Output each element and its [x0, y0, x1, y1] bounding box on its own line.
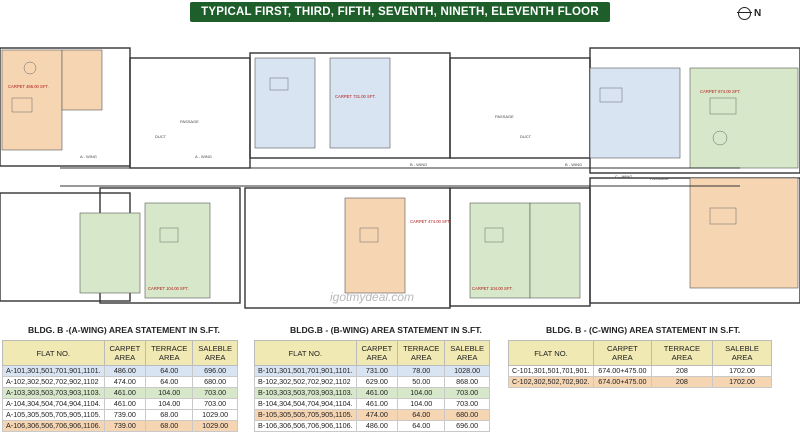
cell-flat-no: B-104,304,504,704,904,1104.	[255, 399, 357, 410]
cell-saleble-area: 703.00	[445, 399, 490, 410]
label-c-wing: C - WING	[615, 174, 633, 179]
cell-flat-no: B-101,301,501,701,901,1101.	[255, 366, 357, 377]
cell-flat-no: A-104,304,504,704,904,1104.	[3, 399, 105, 410]
cell-carpet-area: 486.00	[356, 421, 398, 432]
cell-terrace-area: 64.00	[146, 377, 193, 388]
table-row	[255, 377, 490, 388]
table-c-wing-title: BLDG. B - (C-WING) AREA STATEMENT IN S.FT.	[546, 325, 741, 335]
flat-c102-peach	[690, 178, 798, 288]
north-arrow-icon	[738, 7, 751, 20]
label-carpet-4: CARPET 674.00 SFT.	[700, 89, 741, 94]
cell-carpet-area: 674.00+475.00	[594, 366, 652, 377]
label-duct-1: DUCT	[155, 134, 167, 139]
flat-a103-green	[145, 203, 210, 298]
cell-saleble-area: 680.00	[193, 377, 238, 388]
cell-saleble-area: 1702.00	[713, 366, 772, 377]
label-duct-2: DUCT	[520, 134, 532, 139]
cell-saleble-area: 1029.00	[193, 421, 238, 432]
table-a-wing	[2, 340, 238, 432]
table-row	[255, 421, 490, 432]
floor-plan	[0, 28, 800, 316]
col-saleble-area: SALEBLE AREA	[193, 341, 238, 366]
table-row	[3, 388, 238, 399]
col-flat-no: FLAT NO.	[255, 341, 357, 366]
cell-saleble-area: 703.00	[193, 399, 238, 410]
cell-flat-no: A-101,301,501,701,901,1101.	[3, 366, 105, 377]
cell-saleble-area: 696.00	[445, 421, 490, 432]
cell-flat-no: A-106,306,506,706,906,1106.	[3, 421, 105, 432]
cell-saleble-area: 1028.00	[445, 366, 490, 377]
flat-b104-green	[530, 203, 580, 298]
col-terrace-area: TERRACE AREA	[651, 341, 712, 366]
table-row	[3, 366, 238, 377]
cell-carpet-area: 486.00	[104, 366, 146, 377]
cell-terrace-area: 64.00	[398, 410, 445, 421]
cell-saleble-area: 696.00	[193, 366, 238, 377]
table-a-wing-body	[3, 366, 238, 432]
col-terrace-area: TERRACE AREA	[398, 341, 445, 366]
label-carpet-1: CARPET 486.00 SFT.	[8, 84, 49, 89]
cell-carpet-area: 461.00	[104, 399, 146, 410]
cell-terrace-area: 104.00	[146, 399, 193, 410]
cell-terrace-area: 68.00	[146, 410, 193, 421]
cell-carpet-area: 739.00	[104, 421, 146, 432]
table-b-wing	[254, 340, 490, 432]
cell-terrace-area: 68.00	[146, 421, 193, 432]
cell-terrace-area: 104.00	[398, 399, 445, 410]
cell-saleble-area: 680.00	[445, 410, 490, 421]
table-row	[3, 421, 238, 432]
cell-carpet-area: 629.00	[356, 377, 398, 388]
table-c-wing	[508, 340, 772, 388]
col-carpet-area: CARPET AREA	[594, 341, 652, 366]
floor-plan-drawing	[0, 28, 800, 316]
flat-b103-green	[470, 203, 530, 298]
cell-carpet-area: 731.00	[356, 366, 398, 377]
cell-terrace-area: 78.00	[398, 366, 445, 377]
col-terrace-area: TERRACE AREA	[146, 341, 193, 366]
table-row	[509, 366, 772, 377]
cell-carpet-area: 739.00	[104, 410, 146, 421]
page-title: TYPICAL FIRST, THIRD, FIFTH, SEVENTH, NINETH, ELEVENTH FLOOR PLAN	[190, 2, 610, 22]
label-b-wing-1: B - WING	[410, 162, 428, 167]
table-row	[255, 366, 490, 377]
flat-a105-peach-extra	[62, 50, 102, 110]
label-carpet-6: CARPET 104.00 SFT.	[472, 286, 513, 291]
flat-a104-green	[80, 213, 140, 293]
cell-flat-no: A-105,305,505,705,905,1105.	[3, 410, 105, 421]
cell-flat-no: B-103,303,503,703,903,1103.	[255, 388, 357, 399]
cell-saleble-area: 868.00	[445, 377, 490, 388]
label-passage-2: PASSAGE	[495, 114, 514, 119]
cell-carpet-area: 474.00	[104, 377, 146, 388]
cell-terrace-area: 104.00	[146, 388, 193, 399]
flat-b101-blue	[590, 68, 680, 158]
col-flat-no: FLAT NO.	[509, 341, 594, 366]
table-row	[255, 399, 490, 410]
a-wing-top-mid-block	[130, 58, 250, 168]
label-a-wing-1: A - WING	[80, 154, 97, 159]
flat-b106-blue	[330, 58, 390, 148]
cell-terrace-area: 208	[651, 366, 712, 377]
cell-carpet-area: 674.00+475.00	[594, 377, 652, 388]
north-label: N	[754, 8, 762, 19]
label-passage-1: PASSAGE	[180, 119, 199, 124]
table-row	[255, 388, 490, 399]
label-carpet-5: CARPET 104.00 SFT.	[148, 286, 189, 291]
cell-carpet-area: 461.00	[104, 388, 146, 399]
table-c-wing-body	[509, 366, 772, 388]
cell-flat-no: A-103,303,503,703,903,1103.	[3, 388, 105, 399]
cell-flat-no: B-105,305,505,705,905,1105.	[255, 410, 357, 421]
label-a-wing-2: A - WING	[195, 154, 212, 159]
col-flat-no: FLAT NO.	[3, 341, 105, 366]
col-saleble-area: SALEBLE AREA	[445, 341, 490, 366]
table-a-wing-title: BLDG. B -(A-WING) AREA STATEMENT IN S.FT.	[28, 325, 220, 335]
table-row	[3, 377, 238, 388]
label-b-wing-2: B - WING	[565, 162, 583, 167]
label-carpet-2: CARPET 731.00 SFT.	[335, 94, 376, 99]
table-row	[255, 410, 490, 421]
ab-wing-right-top-block	[450, 58, 590, 158]
cell-saleble-area: 1702.00	[713, 377, 772, 388]
flat-a101-blue	[255, 58, 315, 148]
table-b-wing-title: BLDG.B - (B-WING) AREA STATEMENT IN S.FT.	[290, 325, 482, 335]
flat-c101-green	[690, 68, 798, 168]
cell-flat-no: C-102,302,502,702,902.	[509, 377, 594, 388]
cell-terrace-area: 104.00	[398, 388, 445, 399]
cell-carpet-area: 461.00	[356, 399, 398, 410]
north-indicator	[738, 7, 761, 20]
table-row	[3, 399, 238, 410]
cell-carpet-area: 461.00	[356, 388, 398, 399]
cell-flat-no: B-102,302,502,702,902,1102	[255, 377, 357, 388]
col-carpet-area: CARPET AREA	[356, 341, 398, 366]
cell-saleble-area: 703.00	[445, 388, 490, 399]
cell-terrace-area: 50.00	[398, 377, 445, 388]
table-b-wing-body	[255, 366, 490, 432]
cell-flat-no: B-106,306,506,706,906,1106.	[255, 421, 357, 432]
label-passage-3: PASSAGE	[650, 176, 669, 181]
table-row	[3, 410, 238, 421]
cell-flat-no: C-101,301,501,701,901.	[509, 366, 594, 377]
cell-carpet-area: 474.00	[356, 410, 398, 421]
cell-flat-no: A-102,302,502,702,902,1102	[3, 377, 105, 388]
cell-saleble-area: 1029.00	[193, 410, 238, 421]
cell-saleble-area: 703.00	[193, 388, 238, 399]
cell-terrace-area: 208	[651, 377, 712, 388]
cell-terrace-area: 64.00	[146, 366, 193, 377]
flat-b105-peach	[345, 198, 405, 293]
label-carpet-3: CARPET 474.00 SFT.	[410, 219, 451, 224]
col-carpet-area: CARPET AREA	[104, 341, 146, 366]
col-saleble-area: SALEBLE AREA	[713, 341, 772, 366]
cell-terrace-area: 64.00	[398, 421, 445, 432]
watermark: igotmydeal.com	[330, 290, 415, 304]
table-row	[509, 377, 772, 388]
